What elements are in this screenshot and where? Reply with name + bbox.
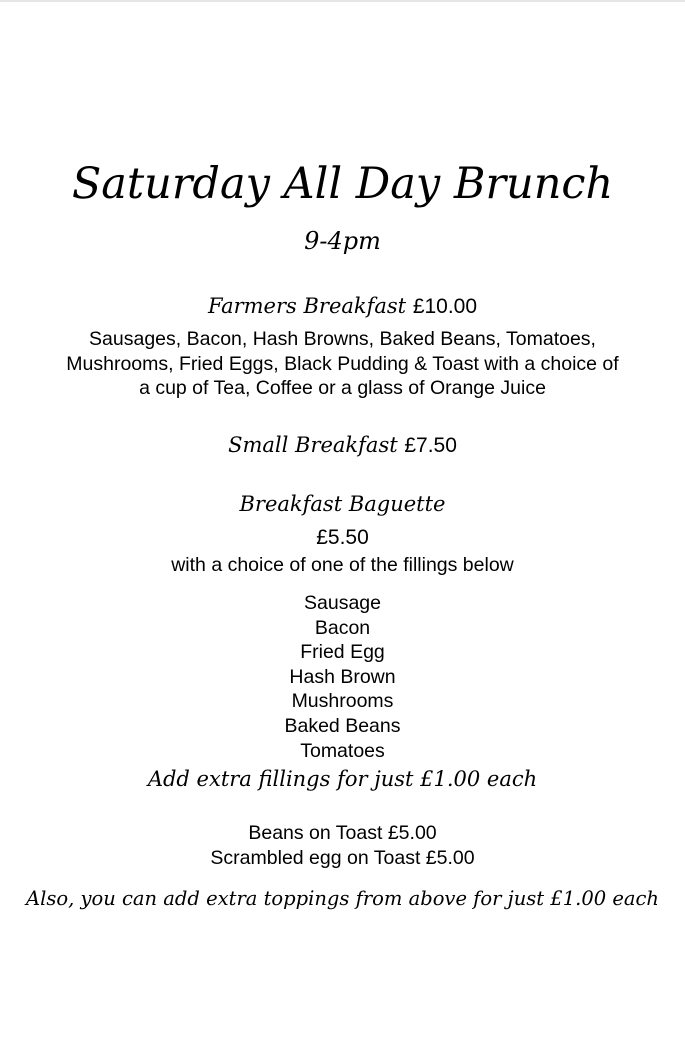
top-divider [0,0,685,2]
small-breakfast-name: Small Breakfast [228,433,398,457]
farmers-breakfast-description-line: Sausages, Bacon, Hash Browns, Baked Beans, Tomatoes, [89,328,596,350]
extra-toppings-note: Also, you can add extra toppings from above for just £1.00 each [26,887,659,910]
filling-item: Baked Beans [284,715,401,737]
breakfast-baguette-price: £5.50 [316,526,369,549]
breakfast-baguette-name: Breakfast Baguette [239,492,446,516]
filling-item: Bacon [314,616,371,639]
farmers-breakfast-description-line: Mushrooms, Fried Eggs, Black Pudding & Toast with a choice of [66,352,619,375]
farmers-breakfast-heading [0,292,685,321]
farmers-breakfast-name: Farmers Breakfast [207,294,407,318]
farmers-breakfast-price: £10.00 [412,295,478,318]
breakfast-baguette-note: with a choice of one of the fillings below [171,554,514,576]
extra-fillings-note: Add extra fillings for just £1.00 each [147,767,538,791]
menu-hours: 9-4pm [304,227,381,255]
toast-item: Beans on Toast £5.00 [248,822,437,844]
filling-item: Tomatoes [300,739,385,762]
filling-item: Fried Egg [300,641,385,664]
filling-item: Hash Brown [289,665,396,688]
filling-item: Sausage [304,592,381,614]
filling-item: Mushrooms [291,690,394,713]
menu-title: Saturday All Day Brunch [71,159,614,209]
toast-item: Scrambled egg on Toast £5.00 [210,847,475,869]
farmers-breakfast-description-line: a cup of Tea, Coffee or a glass of Orange Juice [139,377,546,399]
small-breakfast-heading [0,431,685,460]
small-breakfast-price: £7.50 [404,434,457,457]
